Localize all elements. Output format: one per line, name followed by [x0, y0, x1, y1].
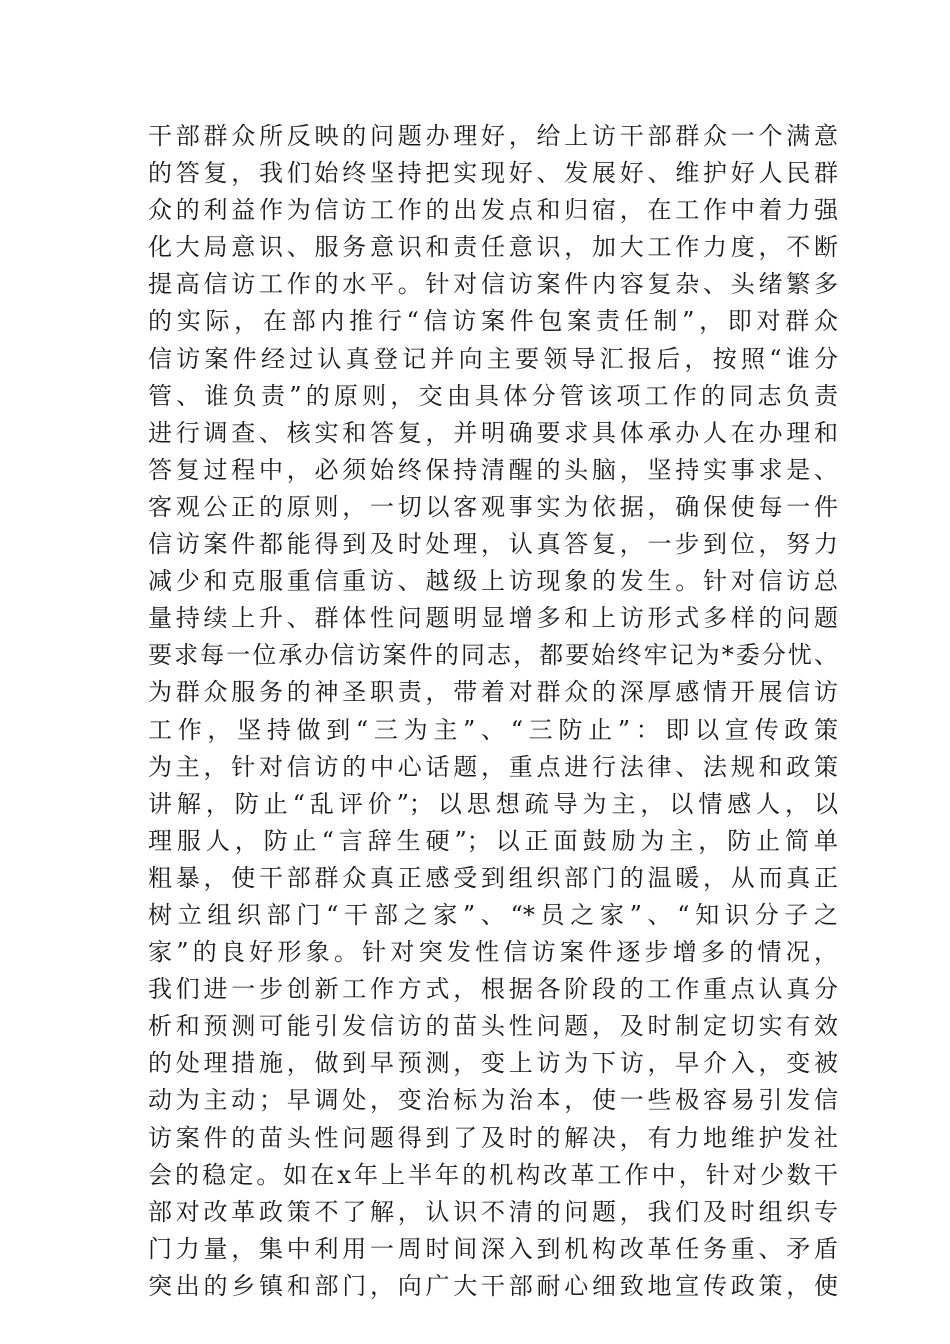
text-line: 减少和克服重信重访、越级上访现象的发生。针对信访总: [148, 567, 838, 596]
text-line: 理服人，防止“言辞生硬”；以正面鼓励为主，防止简单: [148, 826, 838, 855]
text-line: 树立组织部门“干部之家”、“*员之家”、“知识分子之: [148, 900, 838, 929]
text-line: 管、谁负责”的原则，交由具体分管该项工作的同志负责: [148, 381, 838, 410]
text-line: 量持续上升、群体性问题明显增多和上访形式多样的问题: [148, 604, 838, 633]
text-line: 家”的良好形象。针对突发性信访案件逐步增多的情况，: [148, 938, 838, 967]
text-line: 动为主动；早调处，变治标为治本，使一些极容易引发信: [148, 1086, 838, 1115]
text-line: 信访案件都能得到及时处理，认真答复，一步到位，努力: [148, 530, 838, 559]
text-line: 部对改革政策不了解，认识不清的问题，我们及时组织专: [148, 1197, 838, 1226]
text-line: 为群众服务的神圣职责，带着对群众的深厚感情开展信访: [148, 678, 838, 707]
text-line: 讲解，防止“乱评价”；以思想疏导为主，以情感人，以: [148, 789, 838, 818]
text-line: 的处理措施，做到早预测，变上访为下访，早介入，变被: [148, 1049, 838, 1078]
body-text: [148, 118, 838, 1305]
text-line: 工作，坚持做到“三为主”、“三防止”：即以宣传政策: [148, 715, 838, 744]
text-line: 我们进一步创新工作方式，根据各阶段的工作重点认真分: [148, 975, 838, 1004]
text-line: 信访案件经过认真登记并向主要领导汇报后，按照“谁分: [148, 344, 838, 373]
text-line: 访案件的苗头性问题得到了及时的解决，有力地维护发社: [148, 1123, 838, 1152]
text-line: 要求每一位承办信访案件的同志，都要始终牢记为*委分忧、: [148, 641, 838, 670]
text-line: 客观公正的原则，一切以客观事实为依据，确保使每一件: [148, 492, 838, 521]
text-line: 为主，针对信访的中心话题，重点进行法律、法规和政策: [148, 752, 838, 781]
text-line: 答复过程中，必须始终保持清醒的头脑，坚持实事求是、: [148, 455, 838, 484]
text-line: 干部群众所反映的问题办理好，给上访干部群众一个满意: [148, 122, 838, 150]
text-line: 的实际，在部内推行“信访案件包案责任制”，即对群众: [148, 307, 838, 336]
text-line: 门力量，集中利用一周时间深入到机构改革任务重、矛盾: [148, 1234, 838, 1263]
text-line: 提高信访工作的水平。针对信访案件内容复杂、头绪繁多: [148, 270, 838, 299]
text-line: 析和预测可能引发信访的苗头性问题，及时制定切实有效: [148, 1012, 838, 1041]
text-line: 突出的乡镇和部门，向广大干部耐心细致地宣传政策，使: [148, 1271, 838, 1300]
text-line: 进行调查、核实和答复，并明确要求具体承办人在办理和: [148, 418, 838, 447]
text-line: 化大局意识、服务意识和责任意识，加大工作力度，不断: [148, 233, 838, 262]
text-line: 会的稳定。如在x年上半年的机构改革工作中，针对少数干: [148, 1160, 838, 1189]
text-line: 粗暴，使干部群众真正感受到组织部门的温暖，从而真正: [148, 863, 838, 892]
text-line: 众的利益作为信访工作的出发点和归宿，在工作中着力强: [148, 196, 838, 225]
text-line: 的答复，我们始终坚持把实现好、发展好、维护好人民群: [148, 159, 838, 188]
